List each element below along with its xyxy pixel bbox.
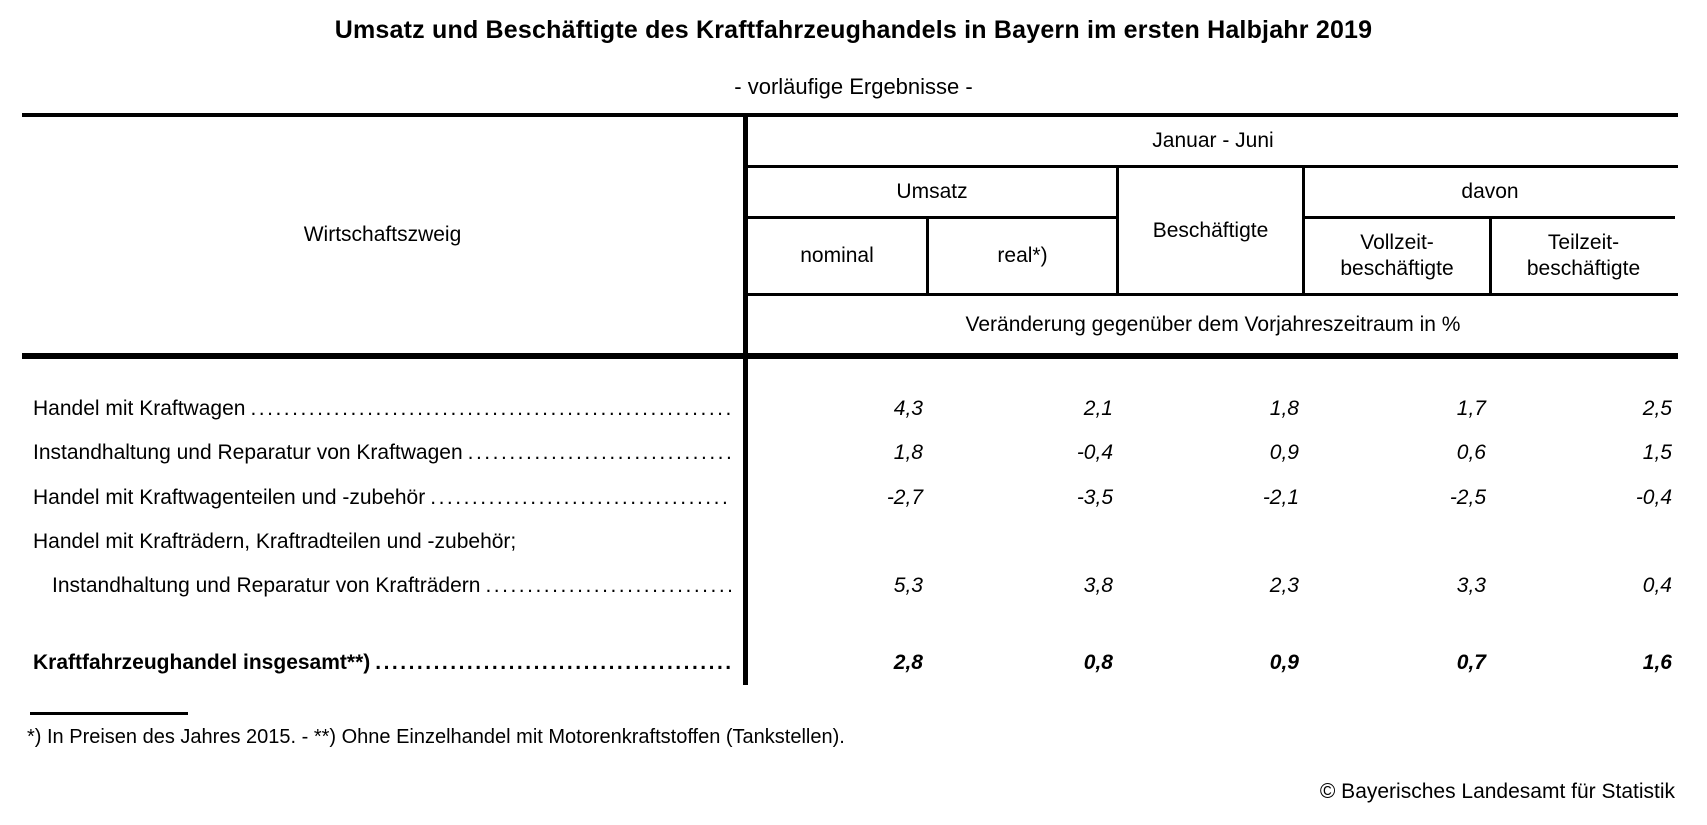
header-vollzeit-line1: Vollzeit- [1360,231,1434,254]
value-cell: 3,3 [1456,574,1486,597]
value-cell: 2,5 [1642,397,1672,420]
header-group-umsatz [748,168,1119,293]
row-label [22,573,743,599]
table-row [22,440,1678,466]
table-row-continued [22,529,1678,555]
row-label [22,529,743,555]
row-label-text: Instandhaltung und Reparatur von Krafträdern [52,574,481,597]
header-teilzeit-line1: Teilzeit- [1547,231,1620,254]
value-cell: 0,9 [1269,441,1299,464]
value-cell: -0,4 [1076,441,1113,464]
leader-dots [375,650,731,676]
header-unit-row: Veränderung gegenüber dem Vorjahreszeitraum in % [965,312,1461,336]
leader-dots [250,396,731,422]
header-davon-subcolumns [1305,219,1675,293]
header-davon: davon [1305,168,1675,219]
header-groups [748,168,1678,296]
row-label-text: Handel mit Kraftwagenteilen und -zubehör [33,486,426,509]
footnote: *) In Preisen des Jahres 2015. - **) Ohne Einzelhandel mit Motorenkraftstoffen (Tankstellen). [27,726,845,748]
value-cell: 0,8 [1083,651,1113,674]
row-label [22,650,743,676]
value-cell: 1,5 [1642,441,1672,464]
row-label-text: Handel mit Kraftwagen [33,397,246,420]
footnote-rule [30,712,188,715]
value-cell: -0,4 [1635,486,1672,509]
row-label [22,440,743,466]
row-values [748,485,1678,511]
copyright-notice: © Bayerisches Landesamt für Statistik [1319,780,1675,803]
value-cell: 0,7 [1456,651,1486,674]
row-values [748,440,1678,466]
leader-dots [430,485,731,511]
value-cell: 1,8 [893,441,923,464]
row-label-text: Instandhaltung und Reparatur von Kraftwagen [33,441,463,464]
header-teilzeit-line2: beschäftigte [1526,257,1641,280]
value-cell: 0,6 [1456,441,1486,464]
header-group-davon [1305,168,1675,293]
row-label-text: Handel mit Krafträdern, Kraftradteilen und -zubehör; [33,530,517,553]
header-real: real*) [997,244,1048,267]
row-values [748,573,1678,599]
header-umsatz: Umsatz [748,168,1116,219]
value-cell: 1,8 [1269,397,1299,420]
value-cell: -2,7 [886,486,923,509]
value-cell: 5,3 [893,574,923,597]
value-cell: 2,3 [1269,574,1299,597]
table-column-headers [748,117,1678,353]
header-vollzeit [1305,219,1492,293]
page-title: Umsatz und Beschäftigte des Kraftfahrzeughandels in Bayern im ersten Halbjahr 2019 [334,16,1373,44]
value-cell: 4,3 [893,397,923,420]
header-nominal: nominal [748,219,929,293]
table-row [22,573,1678,599]
header-umsatz-subcolumns [748,219,1116,293]
header-wirtschaftszweig: Wirtschaftszweig [303,223,462,246]
leader-dots [485,573,731,599]
value-cell: -3,5 [1076,486,1113,509]
value-cell: 1,6 [1642,651,1672,674]
row-label [22,396,743,422]
row-values [748,396,1678,422]
value-cell: 0,9 [1269,651,1299,674]
header-vollzeit-line2: beschäftigte [1340,257,1454,280]
subtitle: - vorläufige Ergebnisse - [734,74,973,99]
value-cell: 3,8 [1083,574,1113,597]
row-values [748,650,1678,676]
row-label [22,485,743,511]
table-total-row [22,650,1678,676]
leader-dots [468,440,731,466]
value-cell: 0,4 [1642,574,1672,597]
value-cell: 1,7 [1456,397,1486,420]
table-row [22,396,1678,422]
value-cell: 2,8 [893,651,923,674]
value-cell: 2,1 [1083,397,1113,420]
header-beschaeftigte: Beschäftigte [1119,168,1305,293]
header-body-separator-rule [22,353,1678,359]
header-teilzeit [1492,219,1675,293]
value-cell: -2,1 [1262,486,1299,509]
row-label-text: Kraftfahrzeughandel insgesamt**) [33,651,371,674]
table-row [22,485,1678,511]
value-cell: -2,5 [1449,486,1486,509]
header-period: Januar - Juni [748,117,1678,168]
